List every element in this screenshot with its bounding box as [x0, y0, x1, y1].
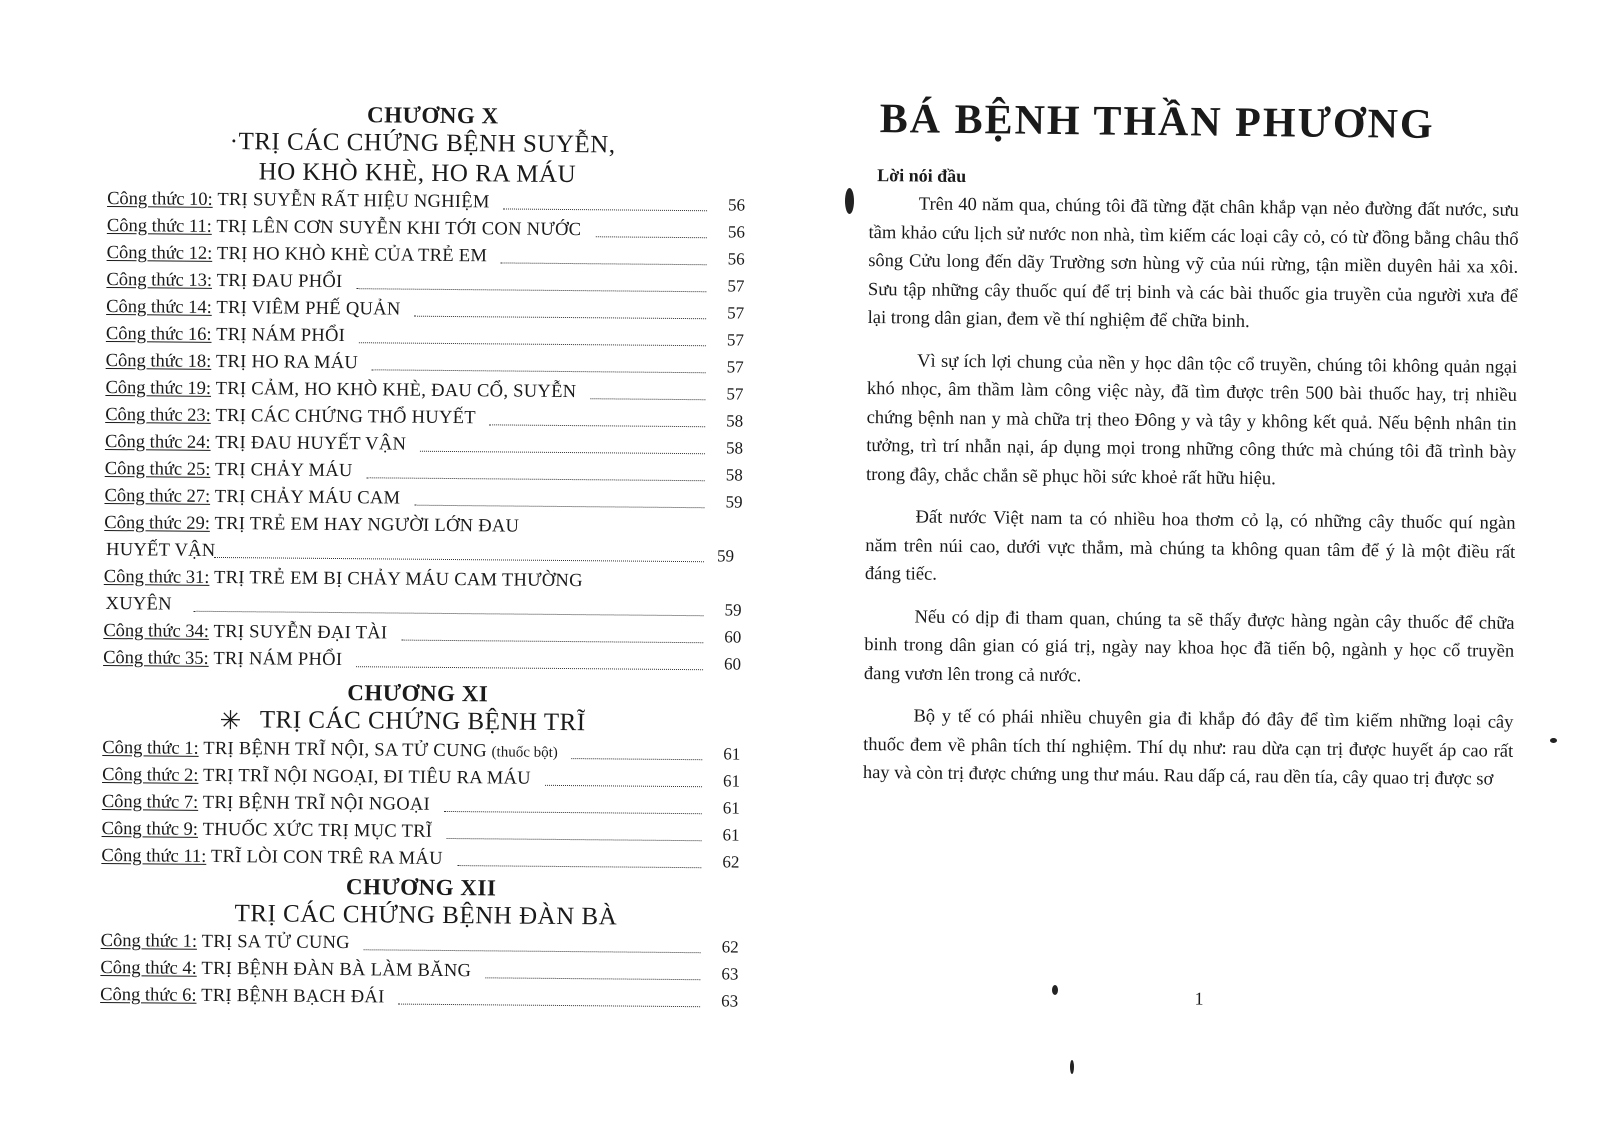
formula-title: TRỊ VIÊM PHẾ QUẢN — [216, 297, 401, 320]
formula-label: Công thức 7: — [101, 791, 199, 813]
leader-dots — [503, 208, 707, 211]
foreword-paragraph — [866, 346, 1517, 495]
page-ref: 63 — [721, 964, 739, 984]
formula-note: (thuốc bột) — [491, 744, 558, 761]
formula-label: Công thức 13: — [106, 269, 213, 291]
book-title: BÁ BỆNH THẦN PHƯƠNG — [879, 96, 1435, 148]
page-ref: 62 — [721, 937, 739, 957]
chapter-x-section — [103, 100, 768, 678]
paragraph-indent — [863, 721, 913, 722]
page-ref: 58 — [725, 465, 743, 485]
chapter-x-entry-list-end — [103, 618, 763, 678]
chapter-x-title-line2: HO KHÒ KHÈ, HO RA MÁU — [258, 158, 577, 189]
formula-title: TRỊ BỆNH TRĨ NỘI NGOẠI — [202, 792, 431, 815]
formula-title: TRỊ BỆNH BẠCH ĐÁI — [201, 985, 385, 1008]
leader-dots — [596, 236, 707, 238]
chapter-x-heading: CHƯƠNG X — [366, 102, 499, 129]
formula-label: Công thức 16: — [105, 323, 212, 345]
toc-entry — [103, 645, 763, 678]
toc-entry — [103, 564, 763, 624]
foreword-body — [863, 190, 1519, 794]
leader-dots — [590, 398, 705, 400]
formula-title: TRỊ TRẺ EM BỊ CHẢY MÁU CAM THƯỜNG — [213, 567, 583, 592]
leader-dots — [457, 865, 701, 868]
formula-label: Công thức 9: — [101, 818, 199, 840]
formula-title: TRỊ CẢM, HO KHÒ KHÈ, ĐAU CỔ, SUYỄN — [215, 378, 577, 403]
chapter-x-entry-list — [104, 186, 767, 516]
chapter-xii-heading: CHƯƠNG XII — [345, 874, 497, 901]
chapter-xi-heading: CHƯƠNG XI — [347, 680, 489, 707]
page-ref: 58 — [726, 411, 744, 431]
leader-dots — [367, 477, 705, 481]
page-ref: 61 — [722, 798, 740, 818]
leader-dots — [447, 838, 702, 841]
table-of-contents-page — [99, 100, 768, 1086]
page-ref: 57 — [727, 276, 745, 296]
formula-label: Công thức 23: — [105, 404, 211, 426]
formula-title: TRỊ SUYỄN ĐẠI TÀI — [213, 621, 388, 644]
page-ref: 57 — [726, 330, 745, 350]
leader-dots — [545, 785, 702, 787]
formula-title-continued: XUYÊN — [105, 593, 172, 615]
foreword-paragraph — [864, 602, 1515, 694]
formula-label: Công thức 12: — [106, 242, 213, 264]
formula-title: TRỊ ĐAU PHỔI — [216, 270, 343, 293]
formula-title: TRỊ SUYỄN RẤT HIỆU NGHIỆM — [217, 189, 490, 213]
asterisk-star-icon: ✳ — [219, 705, 242, 736]
page-ref: 61 — [722, 771, 741, 791]
leader-dots — [372, 369, 706, 373]
page-ref: 61 — [723, 744, 741, 764]
chapter-x-title-line1: ·TRỊ CÁC CHỨNG BỆNH SUYỄN, — [229, 128, 616, 159]
formula-title: THUỐC XỨC TRỊ MỤC TRĨ — [202, 819, 433, 842]
page-ref: 57 — [726, 357, 744, 377]
page-ref: 62 — [722, 852, 740, 872]
formula-label: Công thức 11: — [101, 845, 207, 867]
leader-dots — [420, 451, 705, 454]
formula-label: Công thức 1: — [100, 930, 198, 952]
leader-dots — [414, 316, 706, 320]
formula-title: TRỊ HO RA MÁU — [215, 351, 359, 374]
formula-label: Công thức 31: — [103, 566, 210, 588]
foreword-heading: Lời nói đầu — [877, 165, 967, 187]
page-ref: 59 — [725, 492, 743, 512]
formula-label: Công thức 2: — [102, 764, 199, 786]
chapter-xii-section — [100, 872, 761, 1015]
page-ref: 58 — [725, 438, 744, 458]
page-ref: 60 — [724, 627, 742, 647]
formula-label: Công thức 1: — [102, 737, 199, 759]
scan-ink-blot — [1070, 1060, 1074, 1074]
formula-label: Công thức 14: — [106, 296, 212, 318]
toc-entry — [104, 510, 764, 570]
page-ref: 60 — [724, 654, 742, 674]
formula-label: Công thức 6: — [100, 984, 197, 1006]
formula-label: Công thức 34: — [103, 620, 210, 642]
foreword-paragraph — [868, 190, 1519, 339]
formula-title: TRỊ HO KHÒ KHÈ CỦA TRẺ EM — [216, 243, 488, 267]
page-number: 1 — [1194, 988, 1204, 1009]
formula-title: TRỊ BỆNH ĐÀN BÀ LÀM BĂNG — [201, 958, 472, 982]
chapter-xi-entry-list — [101, 735, 762, 876]
paragraph-indent — [864, 621, 914, 622]
page-ref: 59 — [716, 546, 735, 566]
page-ref: 57 — [727, 303, 745, 323]
leader-dots — [356, 288, 706, 292]
formula-label: Công thức 25: — [104, 458, 211, 480]
formula-label: Công thức 11: — [106, 215, 212, 237]
paragraph-text: Bộ y tế có phái nhiều chuyên gia đi khắp đó đây để tìm kiếm những loại cây thuốc đem về phân tích thí nghiệm. Thí dụ như: rau dừa cạn trị được huyết áp cao rất hay và còn trị được chứng ung thư máu. Rau dấp cá, rau dền tía, cây quao trị được sơ — [862, 706, 1514, 790]
formula-title: TRỊ NÁM PHỔI — [216, 324, 346, 347]
leader-dots — [501, 262, 707, 265]
formula-title: TRĨ LÒI CON TRÊ RA MÁU — [210, 846, 443, 869]
scan-ink-blot — [1052, 985, 1058, 995]
leader-dots — [489, 424, 705, 427]
formula-title: TRỊ SA TỬ CUNG — [201, 931, 350, 954]
formula-title: TRỊ CÁC CHỨNG THỔ HUYẾT — [215, 405, 476, 429]
foreword-paragraph — [863, 702, 1514, 794]
toc-entry — [100, 982, 760, 1015]
page-ref: 56 — [727, 222, 745, 242]
page-ref: 57 — [726, 384, 744, 404]
formula-label: Công thức 35: — [103, 647, 209, 669]
leader-dots — [571, 758, 702, 760]
formula-label: Công thức 24: — [104, 431, 211, 453]
leader-dots — [356, 666, 703, 670]
leader-dots — [485, 977, 700, 980]
chapter-xii-entry-list — [100, 928, 761, 1015]
paragraph-indent — [866, 522, 916, 523]
paragraph-text: Trên 40 năm qua, chúng tôi đã từng đặt chân khắp vạn nẻo đường đất nước, sưu tầm khảo cứu lịch sử nước non nhà, tìm kiếm các loại cây cỏ, có từ đồng bằng châu thổ sông Cửu long đến dãy Trường sơn hùng vỹ của núi rừng, tận miền duyên hải xa xôi. Sưu tập những cây thuốc quí để trị binh và các bài thuốc gia truyền của người xưa để lại trong dân gian, đem về thí nghiệm để chữa binh. — [867, 194, 1519, 332]
page-ref: 56 — [727, 249, 745, 269]
page-ref: 63 — [721, 991, 739, 1011]
formula-title: TRỊ NÁM PHỔI — [213, 648, 343, 671]
paragraph-indent — [867, 365, 917, 366]
formula-label: Công thức 29: — [104, 512, 211, 534]
paragraph-text: Nếu có dịp đi tham quan, chúng ta sẽ thấy được hàng ngàn cây thuốc để chữa binh trong dân gian có giá trị, ngày nay khoa học đã tiến bộ, ngành y học cổ truyền đang vươn lên trong cả nước. — [863, 606, 1515, 686]
formula-label: Công thức 18: — [105, 350, 212, 372]
formula-title: TRỊ CHẢY MÁU — [214, 459, 353, 482]
chapter-xi-section — [101, 678, 763, 876]
scan-ink-blot — [845, 188, 854, 214]
scan-ink-blot — [1550, 738, 1557, 743]
formula-label: Công thức 19: — [105, 377, 212, 399]
formula-label: Công thức 27: — [104, 485, 211, 507]
formula-label: Công thức 4: — [100, 957, 197, 979]
foreword-page — [860, 95, 1520, 1092]
leader-dots — [414, 505, 704, 509]
formula-title-continued: HUYẾT VẬN — [105, 540, 216, 561]
paragraph-text: Đất nước Việt nam ta có nhiều hoa thơm cỏ lạ, có những cây thuốc quí ngàn năm trên núi cao, dưới vực thẳm, mà chúng ta không quan tâm để ý là một điều rất đáng tiếc. — [864, 507, 1516, 585]
page-ref: 56 — [728, 195, 746, 215]
formula-label: Công thức 10: — [107, 188, 213, 210]
formula-title: TRỊ CHẢY MÁU CAM — [214, 486, 401, 509]
formula-title: TRỊ BỆNH TRĨ NỘI, SA TỬ CUNG — [203, 738, 488, 762]
leader-dots — [401, 640, 703, 644]
chapter-xii-title: TRỊ CÁC CHỨNG BỆNH ĐÀN BÀ — [234, 900, 618, 931]
leader-dots — [398, 1004, 700, 1008]
page-ref: 61 — [722, 825, 740, 845]
paragraph-indent — [869, 209, 919, 210]
formula-title: TRỊ TRẺ EM HAY NGƯỜI LỚN ĐAU — [214, 513, 520, 537]
toc-entry — [101, 843, 761, 876]
leader-dots — [364, 949, 701, 953]
leader-dots — [444, 811, 702, 814]
formula-title: TRỊ LÊN CƠN SUYỄN KHI TỚI CON NƯỚC — [216, 216, 582, 241]
foreword-paragraph — [865, 503, 1516, 595]
leader-dots — [359, 342, 706, 346]
formula-title: TRỊ ĐAU HUYẾT VẬN — [215, 432, 407, 455]
formula-title: TRỊ TRĨ NỘI NGOẠI, ĐI TIÊU RA MÁU — [203, 765, 531, 789]
page-ref: 59 — [724, 600, 742, 620]
chapter-xi-title: TRỊ CÁC CHỨNG BỆNH TRĨ — [259, 706, 586, 737]
paragraph-text: Vì sự ích lợi chung của nền y học dân tộc cổ truyền, chúng tôi không quản ngại khó nhọc, âm thầm làm công việc này, đã tìm được trên 500 bài thuốc hay, trị nhiều chứng bệnh nan y mà chữa trị theo Đông y và tây y không kết quả. Nếu bệnh nhân tin tưởng, trì trí nhẫn nại, áp dụng mọi trong những công thức mà chúng tôi đã trình bày trong đây, chắc chắn sẽ phục hồi sức khoẻ rất hữu hiệu. — [865, 351, 1518, 489]
